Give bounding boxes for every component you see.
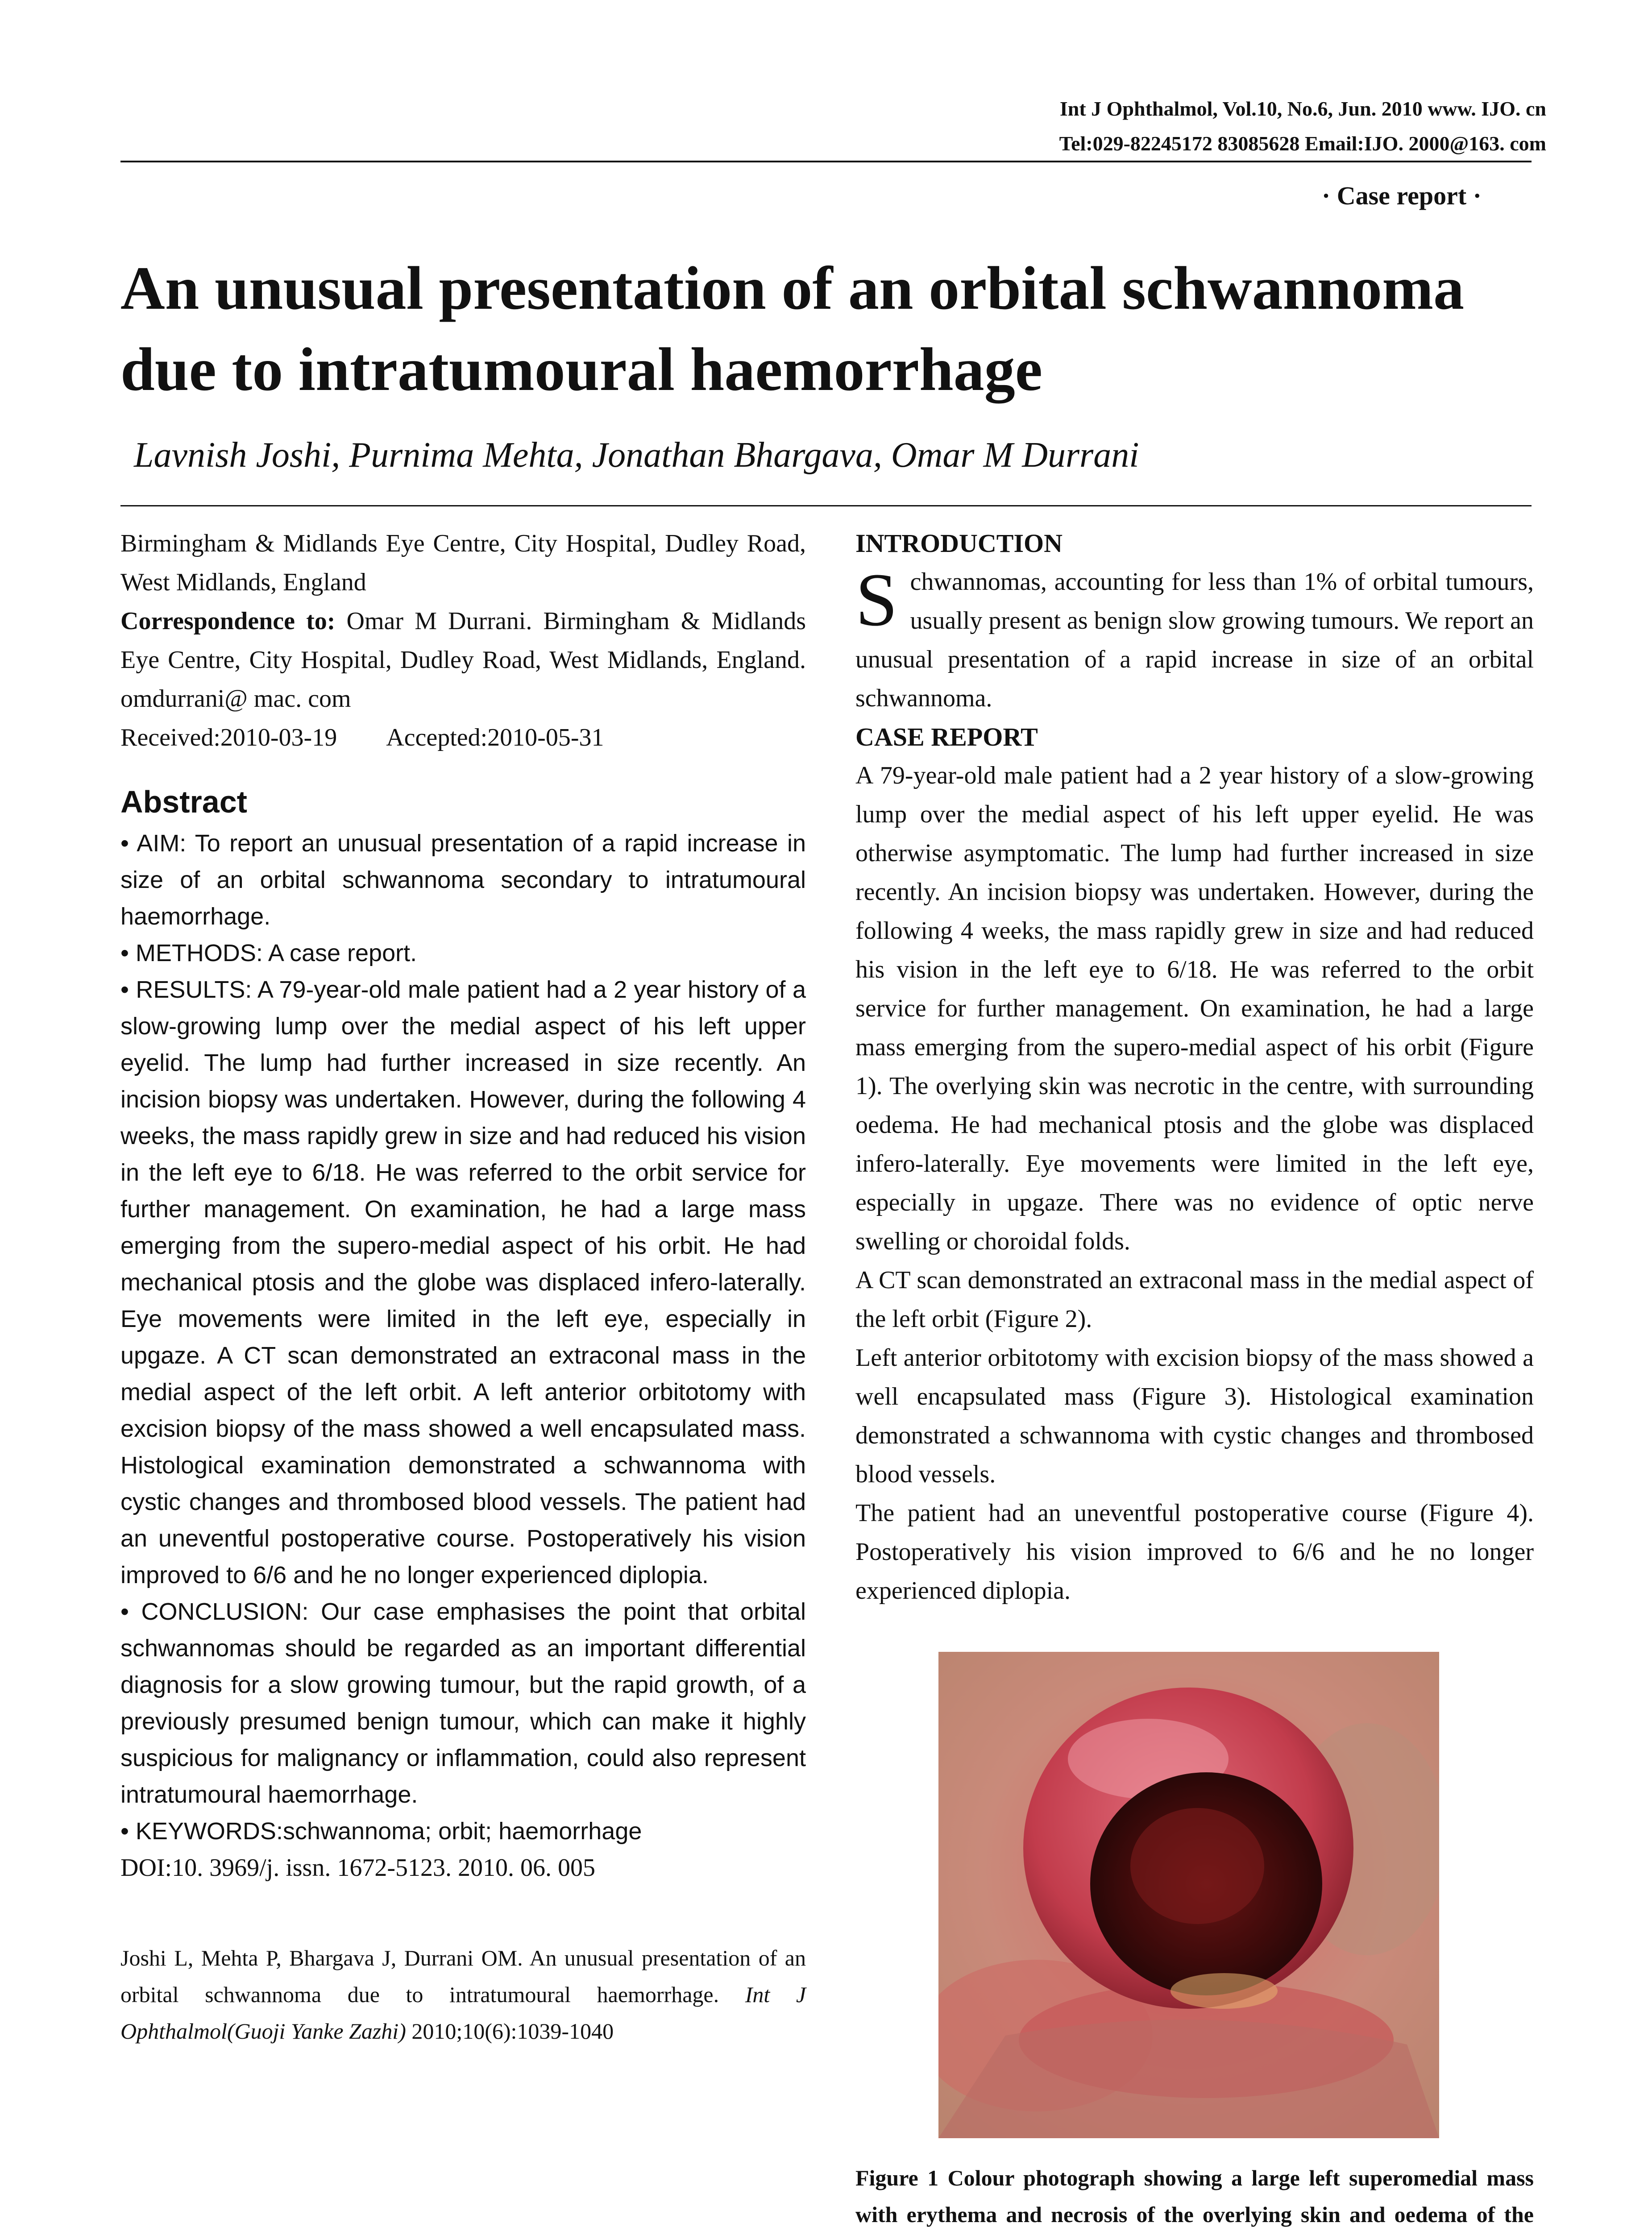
- correspondence: [120, 602, 806, 718]
- doi: DOI:10. 3969/j. issn. 1672-5123. 2010. 06. 005: [120, 1854, 595, 1882]
- citation-text: Joshi L, Mehta P, Bhargava J, Durrani OM. An unusual presentation of an orbital schwannoma due to intratumoural haemorrhage.: [120, 1945, 806, 2007]
- received-date: Received:2010-03-19: [120, 724, 337, 751]
- affiliation: Birmingham & Midlands Eye Centre, City Hospital, Dudley Road, West Midlands, England: [120, 530, 806, 596]
- abstract-conclusion: • CONCLUSION: Our case emphasises the point that orbital schwannomas should be regarded as an important differential diagnosis for a slow growing tumour, but the rapid growth, of a previously presumed benign tumour, which can make it highly suspicious for malignancy or inflammation, could also represent intratumoural haemorrhage.: [120, 1598, 806, 1808]
- correspondence-label: Correspondence to:: [120, 607, 336, 635]
- clinical-photo-icon: [938, 1652, 1439, 2138]
- abstract-methods: • METHODS: A case report.: [120, 940, 417, 966]
- author-list: Lavnish Joshi, Purnima Mehta, Jonathan Bhargava, Omar M Durrani: [134, 435, 1139, 475]
- introduction-heading: INTRODUCTION: [855, 529, 1063, 558]
- journal-header-line2: Tel:029-82245172 83085628 Email:IJO. 2000@163. com: [1059, 132, 1546, 155]
- case-report-p1: A 79-year-old male patient had a 2 year history of a slow-growing lump over the medial aspect of his left upper eyelid. He was otherwise asymptomatic. The lump had further increased in size recently. An incision biopsy was undertaken. However, during the following 4 weeks, the mass rapidly grew in size and had reduced his vision in the left eye to 6/18. He was referred to the orbit service for further management. On examination, he had a large mass emerging from the supero-medial aspect of his orbit (Figure 1). The overlying skin was necrotic in the centre, with surrounding oedema. He had mechanical ptosis and the globe was displaced infero-laterally. Eye movements were limited in the left eye, especially in upgaze. There was no evidence of optic nerve swelling or choroidal folds.: [855, 762, 1534, 1255]
- correspondence-text: Omar M Durrani. Birmingham & Midlands Eye Centre, City Hospital, Dudley Road, West Midlands, England. omdurrani@ mac. com: [120, 607, 806, 713]
- abstract-keywords: • KEYWORDS:schwannoma; orbit; haemorrhage: [120, 1818, 642, 1845]
- accepted-date: Accepted:2010-05-31: [386, 724, 604, 751]
- citation-journal: Int J Ophthalmol(Guoji Yanke Zazhi): [120, 1982, 806, 2044]
- case-report-heading: CASE REPORT: [855, 722, 1038, 751]
- citation-ref: 2010;10(6):1039-1040: [406, 2019, 614, 2044]
- introduction-text: [855, 558, 1534, 718]
- figure-1-caption-text: Colour photograph showing a large left superomedial mass with erythema and necrosis of the overlying skin and oedema of the: [855, 2165, 1534, 2227]
- header-rule: [120, 161, 1532, 162]
- left-column: [120, 524, 806, 2049]
- case-report-p4: The patient had an uneventful postoperative course (Figure 4). Postoperatively his vision improved to 6/6 and he no longer experienced diplopia.: [855, 1499, 1534, 1605]
- journal-header-line1: Int J Ophthalmol, Vol.10, No.6, Jun. 2010 www. IJO. cn: [1059, 97, 1546, 120]
- introduction-body: chwannomas, accounting for less than 1% of orbital tumours, usually present as benign slow growing tumours. We report an unusual presentation of a rapid increase in size of an orbital schwannoma.: [855, 568, 1534, 712]
- dates: [120, 718, 806, 757]
- abstract-heading: Abstract: [120, 784, 247, 819]
- figure-1-photo: [938, 1652, 1439, 2138]
- case-report-p2: A CT scan demonstrated an extraconal mass in the medial aspect of the left orbit (Figure 2).: [855, 1266, 1534, 1333]
- drop-cap: S: [855, 558, 898, 642]
- right-column: [855, 524, 1534, 1610]
- article-title: An unusual presentation of an orbital schwannoma due to intratumoural haemorrhage: [120, 254, 1465, 403]
- abstract-results: • RESULTS: A 79-year-old male patient had a 2 year history of a slow-growing lump over the medial aspect of his left upper eyelid. The lump had further increased in size recently. An incision biopsy was undertaken. However, during the following 4 weeks, the mass rapidly grew in size and had reduced his vision in the left eye to 6/18. He was referred to the orbit service for further management. On examination, he had a large mass emerging from the supero-medial aspect of his orbit. He had mechanical ptosis and the globe was displaced infero-laterally. Eye movements were limited in the left eye, especially in upgaze. A CT scan demonstrated an extraconal mass in the medial aspect of the left orbit. A left anterior orbitotomy with excision biopsy of the mass showed a well encapsulated mass. Histological examination demonstrated a schwannoma with cystic changes and thrombosed blood vessels. The patient had an uneventful postoperative course. Postoperatively his vision improved to 6/6 and he no longer experienced diplopia.: [120, 976, 806, 1588]
- title-rule: [120, 505, 1532, 506]
- case-report-p3: Left anterior orbitotomy with excision biopsy of the mass showed a well encapsulated mass (Figure 3). Histological examination demonstrated a schwannoma with cystic changes and thrombosed blood vessels.: [855, 1344, 1534, 1488]
- figure-1-caption: [855, 2160, 1534, 2231]
- citation: [120, 1940, 806, 2049]
- section-label: · Case report ·: [1321, 181, 1482, 210]
- journal-header: [881, 91, 1546, 161]
- abstract-aim: • AIM: To report an unusual presentation of a rapid increase in size of an orbital schwannoma secondary to intratumoural haemorrhage.: [120, 830, 806, 930]
- figure-1-label: Figure 1: [855, 2165, 939, 2190]
